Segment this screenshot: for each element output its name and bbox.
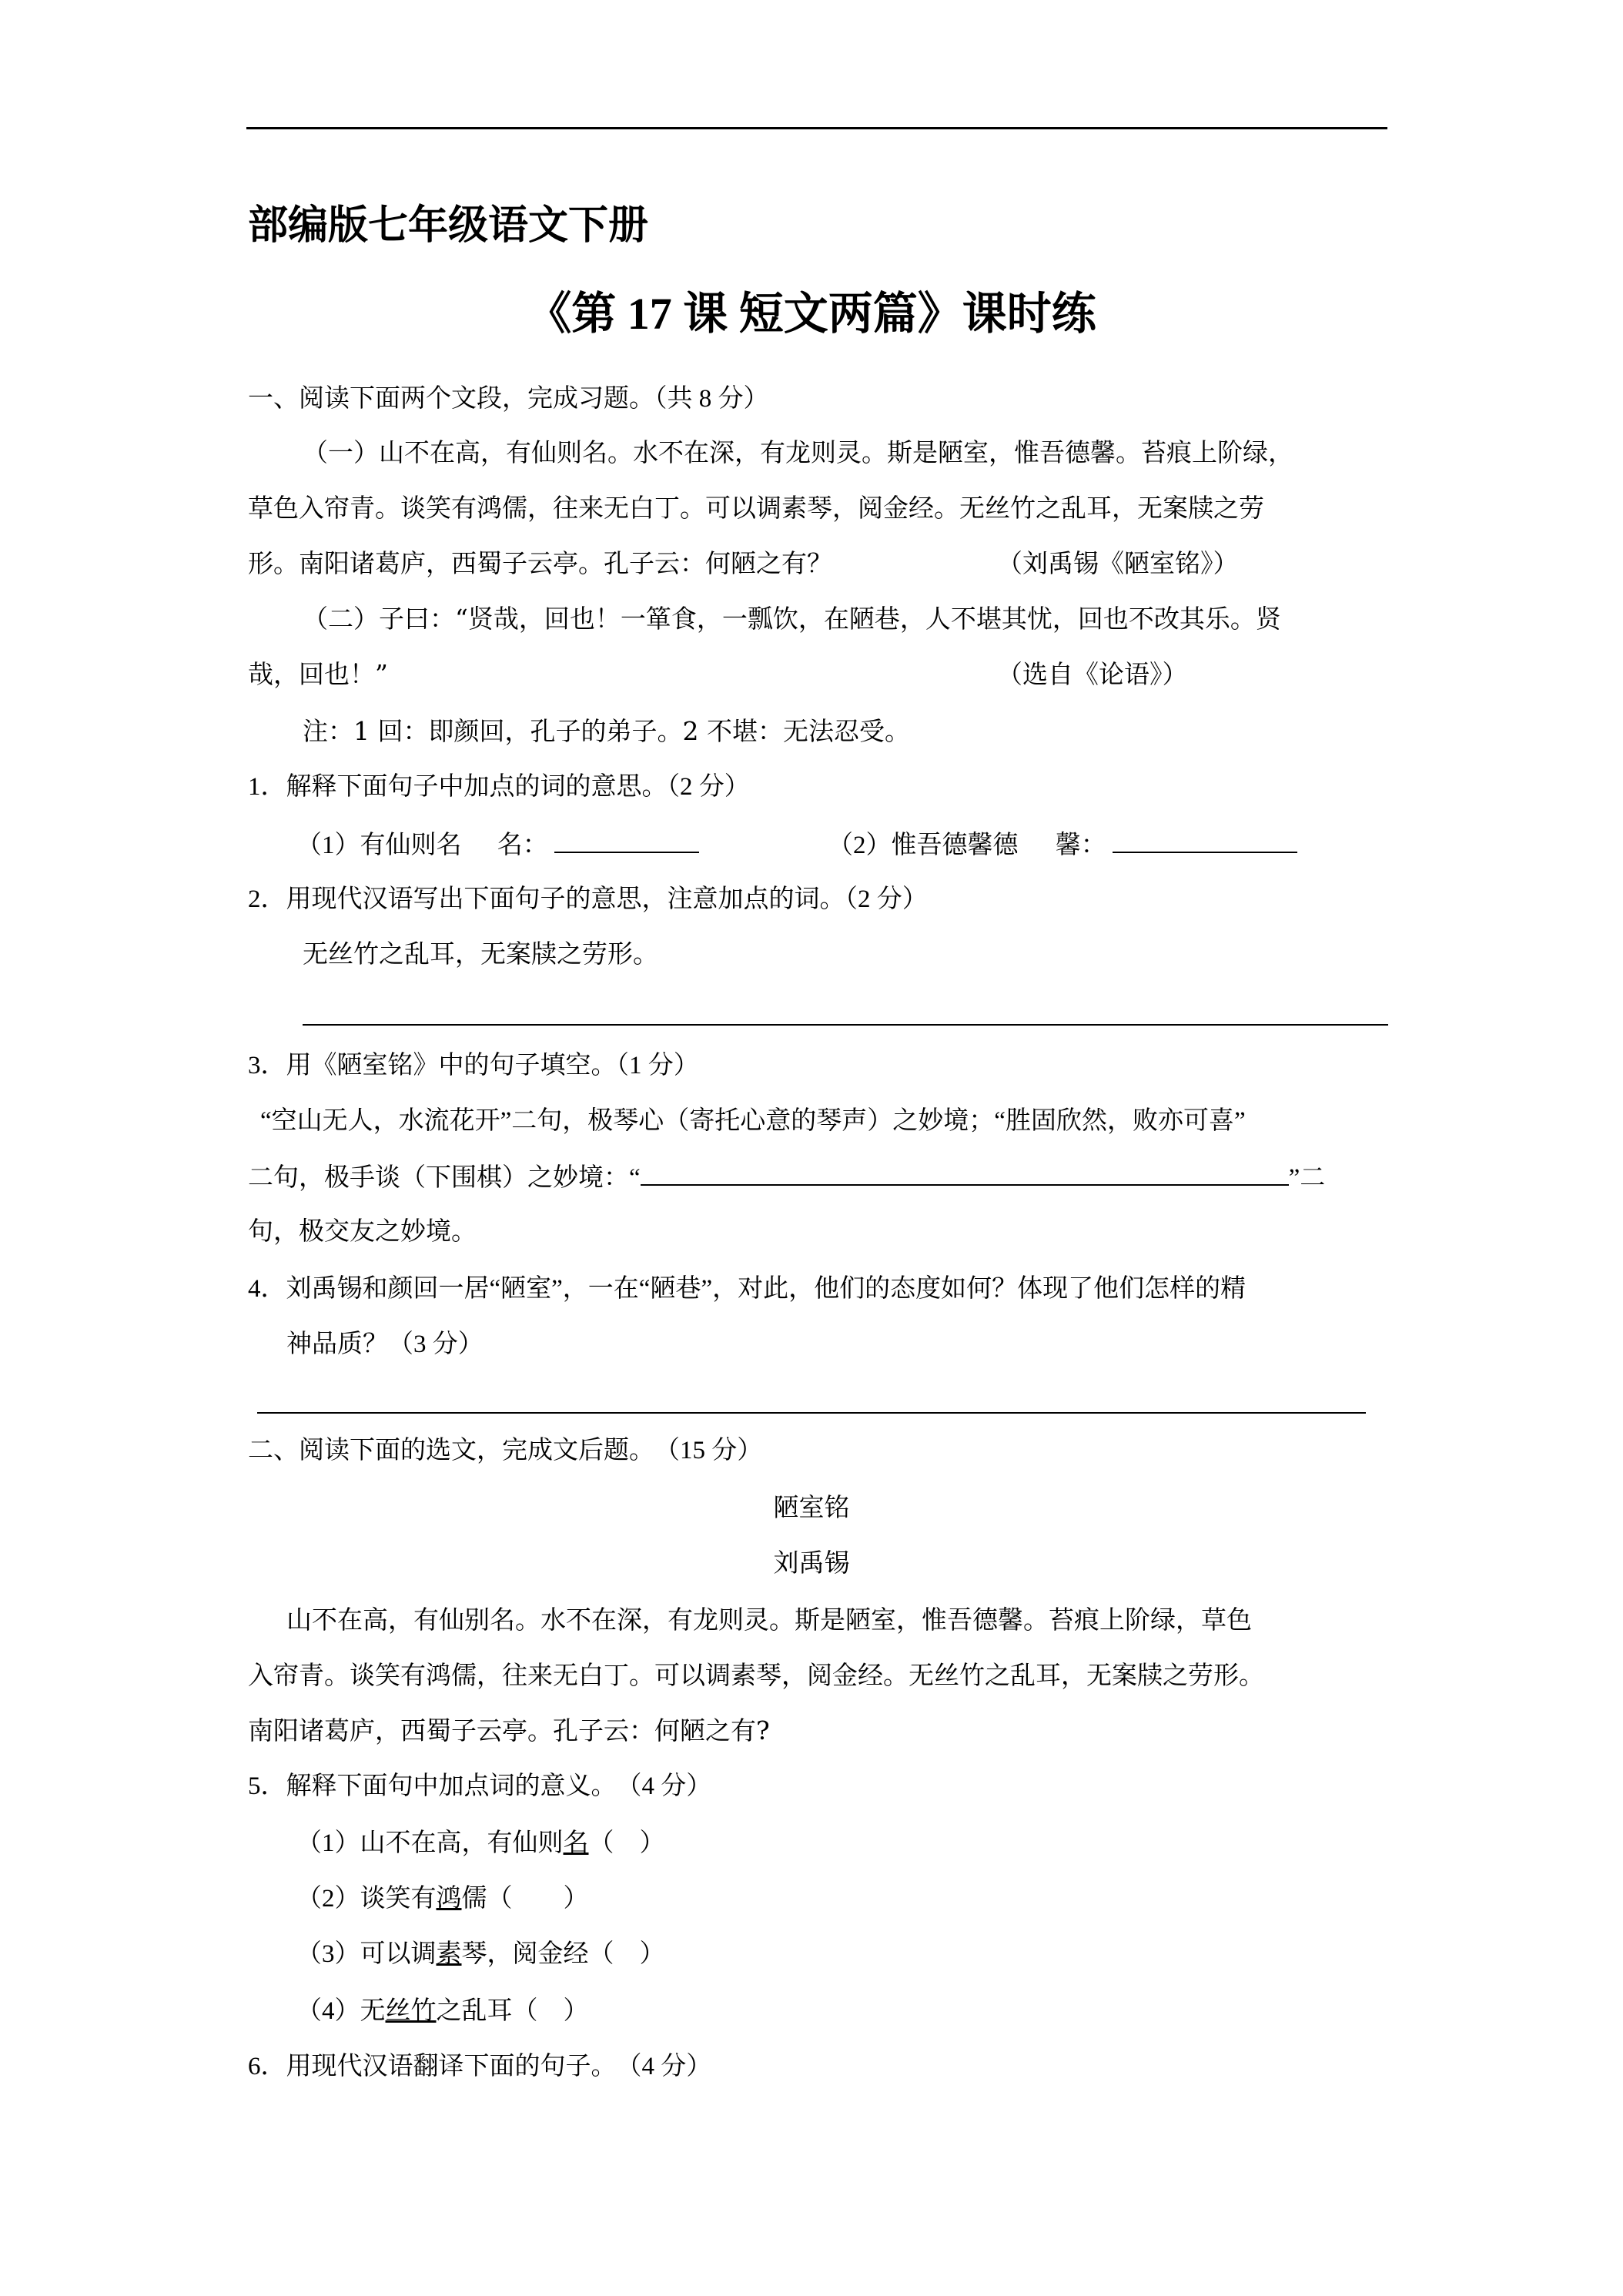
question-1-item-a xyxy=(296,828,699,861)
footnote: 注：1 回：即颜回，孔子的弟子。2 不堪：无法忍受。 xyxy=(303,716,910,746)
passage2-source: （选自《论语》） xyxy=(997,659,1188,689)
passage1-line: （一）山不在高，有仙则名。水不在深，有龙则灵。斯是陋室，惟吾德馨。苔痕上阶绿， xyxy=(303,437,1293,467)
passage-author: 刘禹锡 xyxy=(773,1548,850,1578)
question-3-line: 句，极交友之妙境。 xyxy=(248,1218,477,1246)
passage1-source: （刘禹锡《陋室铭》） xyxy=(997,548,1239,578)
item-blank[interactable]: 儒（ ） xyxy=(461,1885,589,1913)
part1-heading: 一、阅读下面两个文段，完成习题。（共 8 分） xyxy=(248,385,769,413)
question-5: 5．解释下面句中加点词的意义。 （4 分） xyxy=(248,1772,712,1800)
passage-line: 南阳诸葛庐，西蜀子云亭。孔子云：何陋之有? xyxy=(248,1715,770,1745)
question-4: 4．刘禹锡和颜回一居“陋室”，一在“陋巷”，对此，他们的态度如何？体现了他们怎样的精 xyxy=(248,1275,1247,1303)
question-1-item-b xyxy=(828,828,1297,861)
passage2-line: 哉，回也！” xyxy=(248,659,388,689)
passage1-line: 形。南阳诸葛庐，西蜀子云亭。孔子云：何陋之有？ xyxy=(248,548,832,578)
item-text: （3）可以调 xyxy=(296,1940,437,1968)
question-3-line: “空山无人，水流花开”二句，极琴心（寄托心意的琴声）之妙境；“胜固欣然，败亦可喜” xyxy=(260,1107,1246,1135)
fill-suffix: ”二 xyxy=(1288,1164,1326,1192)
answer-line[interactable] xyxy=(257,1412,1366,1414)
question-5-item xyxy=(296,1828,665,1859)
passage1-line: 草色入帘青。谈笑有鸿儒，往来无白丁。可以调素琴，阅金经。无丝竹之乱耳，无案牍之劳 xyxy=(248,493,1264,523)
question-2-sentence: 无丝竹之乱耳，无案牍之劳形。 xyxy=(303,941,658,969)
item-b-sentence: （2）惟吾德馨德 xyxy=(828,832,1019,859)
question-2: 2．用现代汉语写出下面句子的意思，注意加点的词。（2 分） xyxy=(248,885,928,913)
passage-title: 陋室铭 xyxy=(773,1492,850,1522)
question-6: 6．用现代汉语翻译下面的句子。 （4 分） xyxy=(248,2053,712,2080)
header-rule xyxy=(246,127,1387,129)
marked-word: 鸿 xyxy=(436,1885,462,1913)
item-blank[interactable]: 之乱耳（ ） xyxy=(436,1997,589,2025)
series-title: 部编版七年级语文下册 xyxy=(248,204,649,248)
lesson-title: 《第 17 课 短文两篇》课时练 xyxy=(527,289,1096,339)
passage2-line: （二）子曰：“贤哉，回也！一箪食，一瓢饮，在陋巷，人不堪其忧，回也不改其乐。贤 xyxy=(303,604,1281,634)
item-text: （1）山不在高，有仙则 xyxy=(296,1829,564,1857)
item-b-word: 馨： xyxy=(1055,832,1106,859)
question-3-line xyxy=(248,1161,1325,1193)
marked-word: 丝竹 xyxy=(385,1997,437,2025)
item-blank[interactable]: 琴，阅金经（ ） xyxy=(461,1940,665,1968)
marked-word: 名 xyxy=(563,1829,589,1857)
question-1: 1．解释下面句子中加点的词的意思。（2 分） xyxy=(248,773,750,801)
answer-blank[interactable] xyxy=(1113,828,1297,853)
question-5-item xyxy=(296,1883,589,1914)
question-4: 神品质？（3 分） xyxy=(286,1330,484,1358)
fill-prefix: 二句，极手谈（下围棋）之妙境：“ xyxy=(248,1164,641,1192)
item-a-word: 名： xyxy=(497,832,548,859)
question-3: 3．用《陋室铭》中的句子填空。（1 分） xyxy=(248,1052,699,1079)
item-a-sentence: （1）有仙则名 xyxy=(296,832,462,859)
passage-line: 入帘青。谈笑有鸿儒，往来无白丁。可以调素琴，阅金经。无丝竹之乱耳，无案牍之劳形。 xyxy=(248,1660,1264,1690)
item-text: （2）谈笑有 xyxy=(296,1885,437,1913)
question-5-item xyxy=(296,1996,589,2027)
part2-heading: 二、阅读下面的选文，完成文后题。 （15 分） xyxy=(248,1437,763,1464)
answer-blank[interactable] xyxy=(641,1161,1289,1186)
item-blank[interactable]: （ ） xyxy=(588,1829,665,1857)
answer-line[interactable] xyxy=(303,1024,1388,1026)
passage-line: 山不在高，有仙别名。水不在深，有龙则灵。斯是陋室，惟吾德馨。苔痕上阶绿，草色 xyxy=(286,1605,1252,1635)
answer-blank[interactable] xyxy=(554,828,699,853)
marked-word: 素 xyxy=(436,1940,462,1968)
question-5-item xyxy=(296,1939,665,1970)
item-text: （4）无 xyxy=(296,1997,386,2025)
